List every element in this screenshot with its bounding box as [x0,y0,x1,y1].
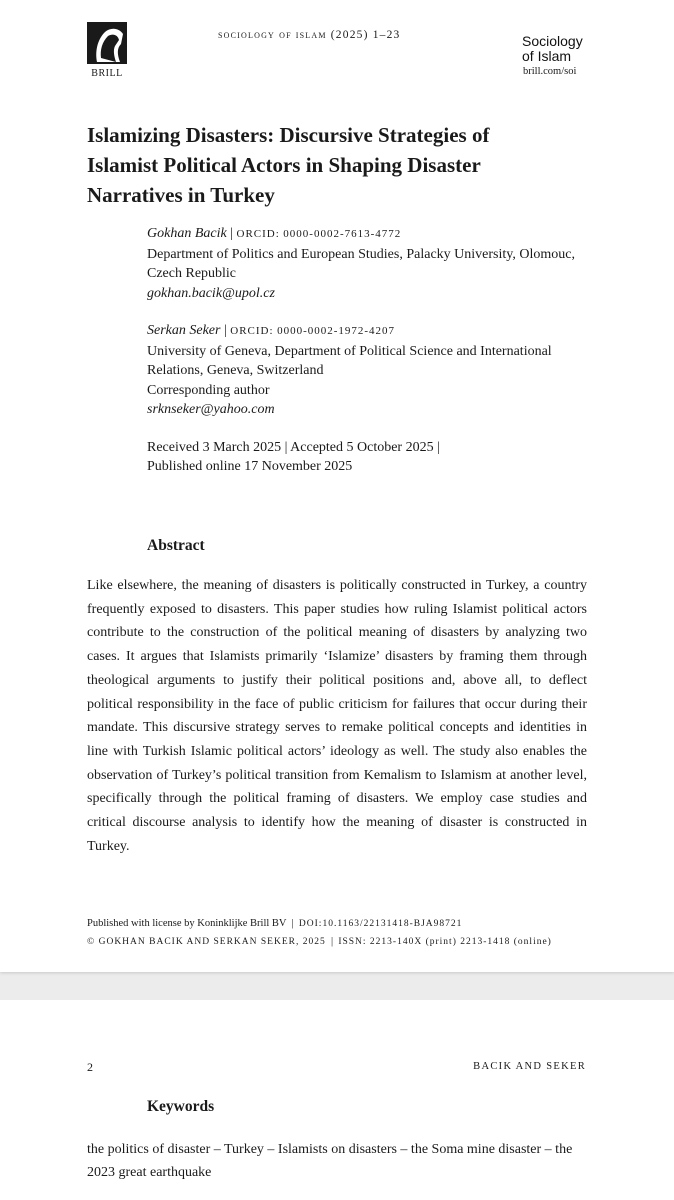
author-2: Serkan Seker | ORCID: 0000-0002-1972-4207 [147,323,396,338]
copyright-text: © GOKHAN BACIK AND SERKAN SEKER, 2025 [87,937,326,947]
author-1: Gokhan Bacik | ORCID: 0000-0002-7613-4772 [147,226,402,241]
orcid-label: ORCID: [230,325,274,337]
doi-link[interactable]: DOI:10.1163/22131418-BJA98721 [298,919,463,929]
running-head-authors: BACIK AND SEKER [473,1061,586,1072]
author-name: Serkan Seker [147,323,221,338]
brill-logo-icon [87,22,127,64]
journal-name-line2: of Islam [522,48,572,64]
article-title: Islamizing Disasters: Discursive Strategies of Islamist Political Actors in Shaping Disaster Narratives in Turkey [87,123,490,207]
license-text: Published with license by Koninklijke Brill BV [87,918,287,929]
journal-name-line1: Sociology [522,33,583,49]
author-email[interactable]: srknseker@yahoo.com [147,402,275,417]
author-affiliation: University of Geneva, Department of Political Science and International Relations, Geneva, Switzerland [147,343,552,378]
author-name: Gokhan Bacik [147,226,227,241]
date-published: Published online 17 November 2025 [147,459,353,474]
running-head: sociology of islam (2025) 1–23 [218,29,401,41]
abstract-text: Like elsewhere, the meaning of disasters is politically constructed in Turkey, a country frequently exposed to disasters. This paper studies how ruling Islamist political actors contribute to the construction of the political meaning of disasters by analyzing two cases. It argues that Islamists primarily ‘Islamize’ disasters by framing them through theological arguments to justify their political positions and, above all, to deflect political responsibility in the face of public criticism for failures that occur during their mandate. This discursive strategy serves to remake political concepts and identities in line with Turkish Islamic political actors’ ideology as well. The study also enables the observation of Turkey’s political transition from Kemalism to Islamism at another level, specifically through the political framing of disasters. We employ case studies and critical discourse analysis to identify how the meaning of disaster is constructed in Turkey. [87,578,587,854]
keywords-heading: Keywords [147,1098,215,1115]
publisher-name: BRILL [91,68,123,79]
footer: Published with license by Koninklijke Brill BV | DOI:10.1163/22131418-BJA98721 © GOKHAN BACIK AND SERKAN SEKER, 2025 | ISSN: 2213-140X (print) 2213-1418 (online) [87,918,552,947]
orcid-label: ORCID: [236,228,280,240]
journal-name [522,34,583,64]
orcid-link[interactable]: 0000-0002-7613-4772 [283,228,402,240]
author-email[interactable]: gokhan.bacik@upol.cz [147,285,275,301]
corresponding-author-note: Corresponding author [147,382,270,398]
abstract-heading: Abstract [147,537,205,554]
author-affiliation: Department of Politics and European Studies, Palacky University, Olomouc, Czech Republic [147,246,575,281]
issn-text: ISSN: 2213-140X (print) 2213-1418 (online) [338,937,552,947]
author-block [147,224,597,477]
journal-url[interactable]: brill.com/soi [523,66,577,77]
orcid-link[interactable]: 0000-0002-1972-4207 [277,325,396,337]
page-number: 2 [87,1060,93,1074]
dates-received-accepted: Received 3 March 2025 | Accepted 5 October 2025 | [147,439,440,455]
keywords-text: the politics of disaster – Turkey – Islamists on disasters – the Soma mine disaster – the 2023 great earthquake [87,1142,573,1180]
